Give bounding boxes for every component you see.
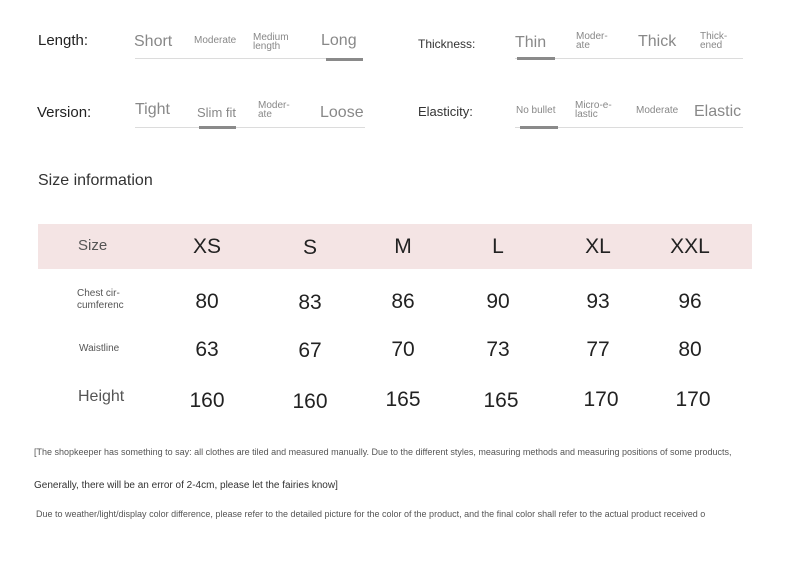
height-xl: 170 (583, 388, 619, 411)
size-l: L (492, 235, 504, 258)
waist-l: 73 (486, 338, 510, 361)
shopkeeper-note: [The shopkeeper has something to say: all clothes are tiled and measured manually. Due to the different styles, measuring methods and measuring positions of some products, (34, 447, 732, 457)
elasticity-option-micro-elastic: Micro-e-lastic (575, 100, 612, 120)
size-s: S (302, 236, 317, 259)
elasticity-option-no-bullet: No bullet (516, 105, 556, 116)
version-scale-track (135, 127, 365, 128)
chest-m: 86 (391, 290, 415, 313)
elasticity-option-moderate: Moderate (636, 105, 679, 116)
waist-m: 70 (391, 338, 415, 361)
version-selected-marker (199, 126, 236, 129)
thickness-option-moderate: Moder-ate (576, 31, 608, 51)
elasticity-selected-marker (520, 126, 558, 129)
thickness-option-thin: Thin (515, 34, 547, 51)
length-selected-marker (326, 58, 363, 61)
height-m: 165 (385, 388, 421, 411)
version-option-tight: Tight (135, 101, 170, 118)
size-xs: XS (192, 235, 221, 258)
size-xl: XL (585, 235, 611, 258)
thickness-option-thickened: Thick-ened (700, 31, 728, 51)
chest-xs: 80 (195, 290, 219, 313)
chest-xl: 93 (586, 290, 610, 313)
row-label-chest: Chest cir-cumferenc (77, 288, 124, 311)
length-option-medium-length: Medium length (253, 32, 289, 52)
height-xs: 160 (189, 389, 225, 412)
elasticity-option-elastic: Elastic (694, 103, 742, 120)
chest-xxl: 96 (678, 290, 702, 313)
version-option-moderate: Moder-ate (258, 100, 290, 120)
size-header-label: Size (78, 237, 108, 254)
chest-l: 90 (486, 290, 510, 313)
thickness-selected-marker (517, 57, 555, 60)
height-l: 165 (483, 389, 519, 412)
thickness-option-thick: Thick (638, 33, 677, 50)
waist-xxl: 80 (678, 338, 702, 361)
length-option-moderate: Moderate (194, 35, 237, 46)
chest-s: 83 (298, 291, 322, 314)
waist-s: 67 (298, 339, 322, 362)
row-label-height: Height (78, 388, 125, 405)
height-xxl: 170 (675, 388, 711, 411)
height-s: 160 (292, 390, 328, 413)
length-option-short: Short (134, 33, 173, 50)
row-label-waistline: Waistline (79, 343, 120, 354)
elasticity-label: Elasticity: (418, 104, 473, 119)
waist-xl: 77 (586, 338, 610, 361)
size-m: M (394, 235, 412, 258)
color-note: Due to weather/light/display color difference, please refer to the detailed picture for the color of the product, and the final color shall refer to the actual product received o (36, 509, 706, 519)
thickness-label: Thickness: (418, 37, 476, 51)
size-xxl: XXL (670, 235, 710, 258)
error-note: Generally, there will be an error of 2-4cm, please let the fairies know] (34, 480, 338, 491)
version-option-slim-fit: Slim fit (197, 105, 236, 120)
size-info-title: Size information (38, 172, 153, 189)
length-label: Length: (38, 32, 89, 49)
version-option-loose: Loose (320, 104, 364, 121)
version-label: Version: (37, 104, 92, 121)
waist-xs: 63 (195, 338, 219, 361)
length-option-long: Long (321, 32, 357, 49)
